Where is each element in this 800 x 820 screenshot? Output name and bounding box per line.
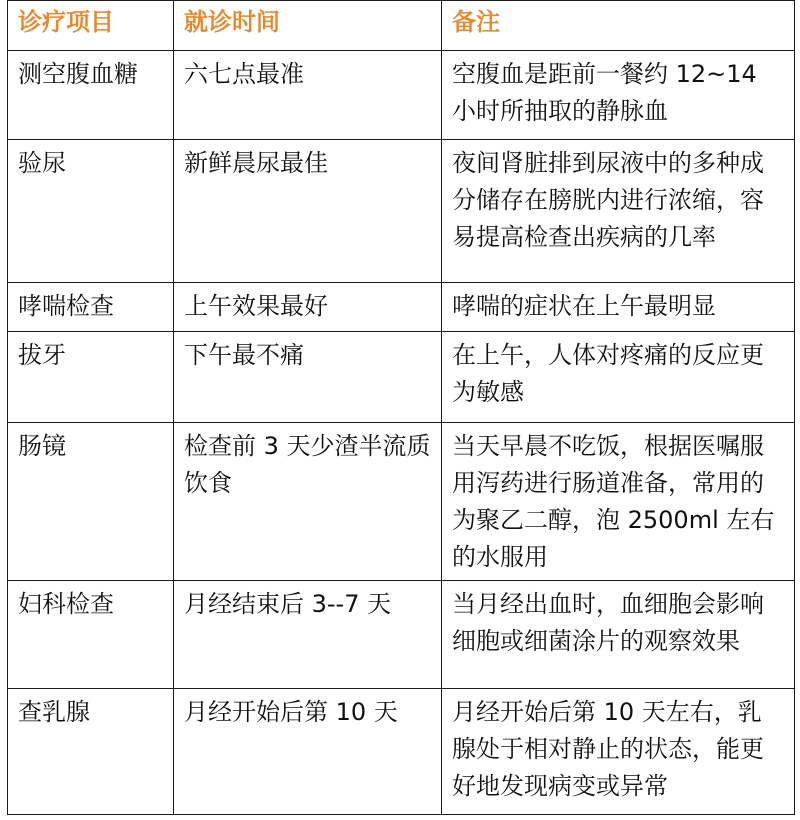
cell-item: 哮喘检查 <box>8 283 174 332</box>
cell-note: 夜间肾脏排到尿液中的多种成分储存在膀胱内进行浓缩，容易提高检查出疾病的几率 <box>442 140 795 283</box>
header-time: 就诊时间 <box>174 1 442 51</box>
cell-time: 新鲜晨尿最佳 <box>174 140 442 283</box>
cell-time: 月经开始后第 10 天 <box>174 689 442 815</box>
cell-time: 检查前 3 天少渣半流质饮食 <box>174 423 442 581</box>
cell-note: 当月经出血时，血细胞会影响细胞或细菌涂片的观察效果 <box>442 581 795 689</box>
medical-schedule-table <box>7 0 795 815</box>
cell-time: 六七点最准 <box>174 51 442 140</box>
table-row <box>8 283 795 332</box>
cell-item: 查乳腺 <box>8 689 174 815</box>
header-item: 诊疗项目 <box>8 1 174 51</box>
table-row <box>8 423 795 581</box>
table-row <box>8 332 795 423</box>
table-row <box>8 140 795 283</box>
cell-item: 妇科检查 <box>8 581 174 689</box>
cell-item: 测空腹血糖 <box>8 51 174 140</box>
header-note: 备注 <box>442 1 795 51</box>
medical-schedule-table-container <box>7 0 794 815</box>
cell-item: 拔牙 <box>8 332 174 423</box>
cell-time: 上午效果最好 <box>174 283 442 332</box>
cell-note: 哮喘的症状在上午最明显 <box>442 283 795 332</box>
cell-time: 下午最不痛 <box>174 332 442 423</box>
cell-item: 肠镜 <box>8 423 174 581</box>
cell-item: 验尿 <box>8 140 174 283</box>
table-row <box>8 51 795 140</box>
cell-time: 月经结束后 3--7 天 <box>174 581 442 689</box>
cell-note: 当天早晨不吃饭，根据医嘱服用泻药进行肠道准备，常用的为聚乙二醇，泡 2500ml 左右的水服用 <box>442 423 795 581</box>
table-row <box>8 581 795 689</box>
cell-note: 月经开始后第 10 天左右，乳腺处于相对静止的状态，能更好地发现病变或异常 <box>442 689 795 815</box>
cell-note: 在上午，人体对疼痛的反应更为敏感 <box>442 332 795 423</box>
table-header-row <box>8 1 795 51</box>
table-row <box>8 689 795 815</box>
cell-note: 空腹血是距前一餐约 12~14 小时所抽取的静脉血 <box>442 51 795 140</box>
